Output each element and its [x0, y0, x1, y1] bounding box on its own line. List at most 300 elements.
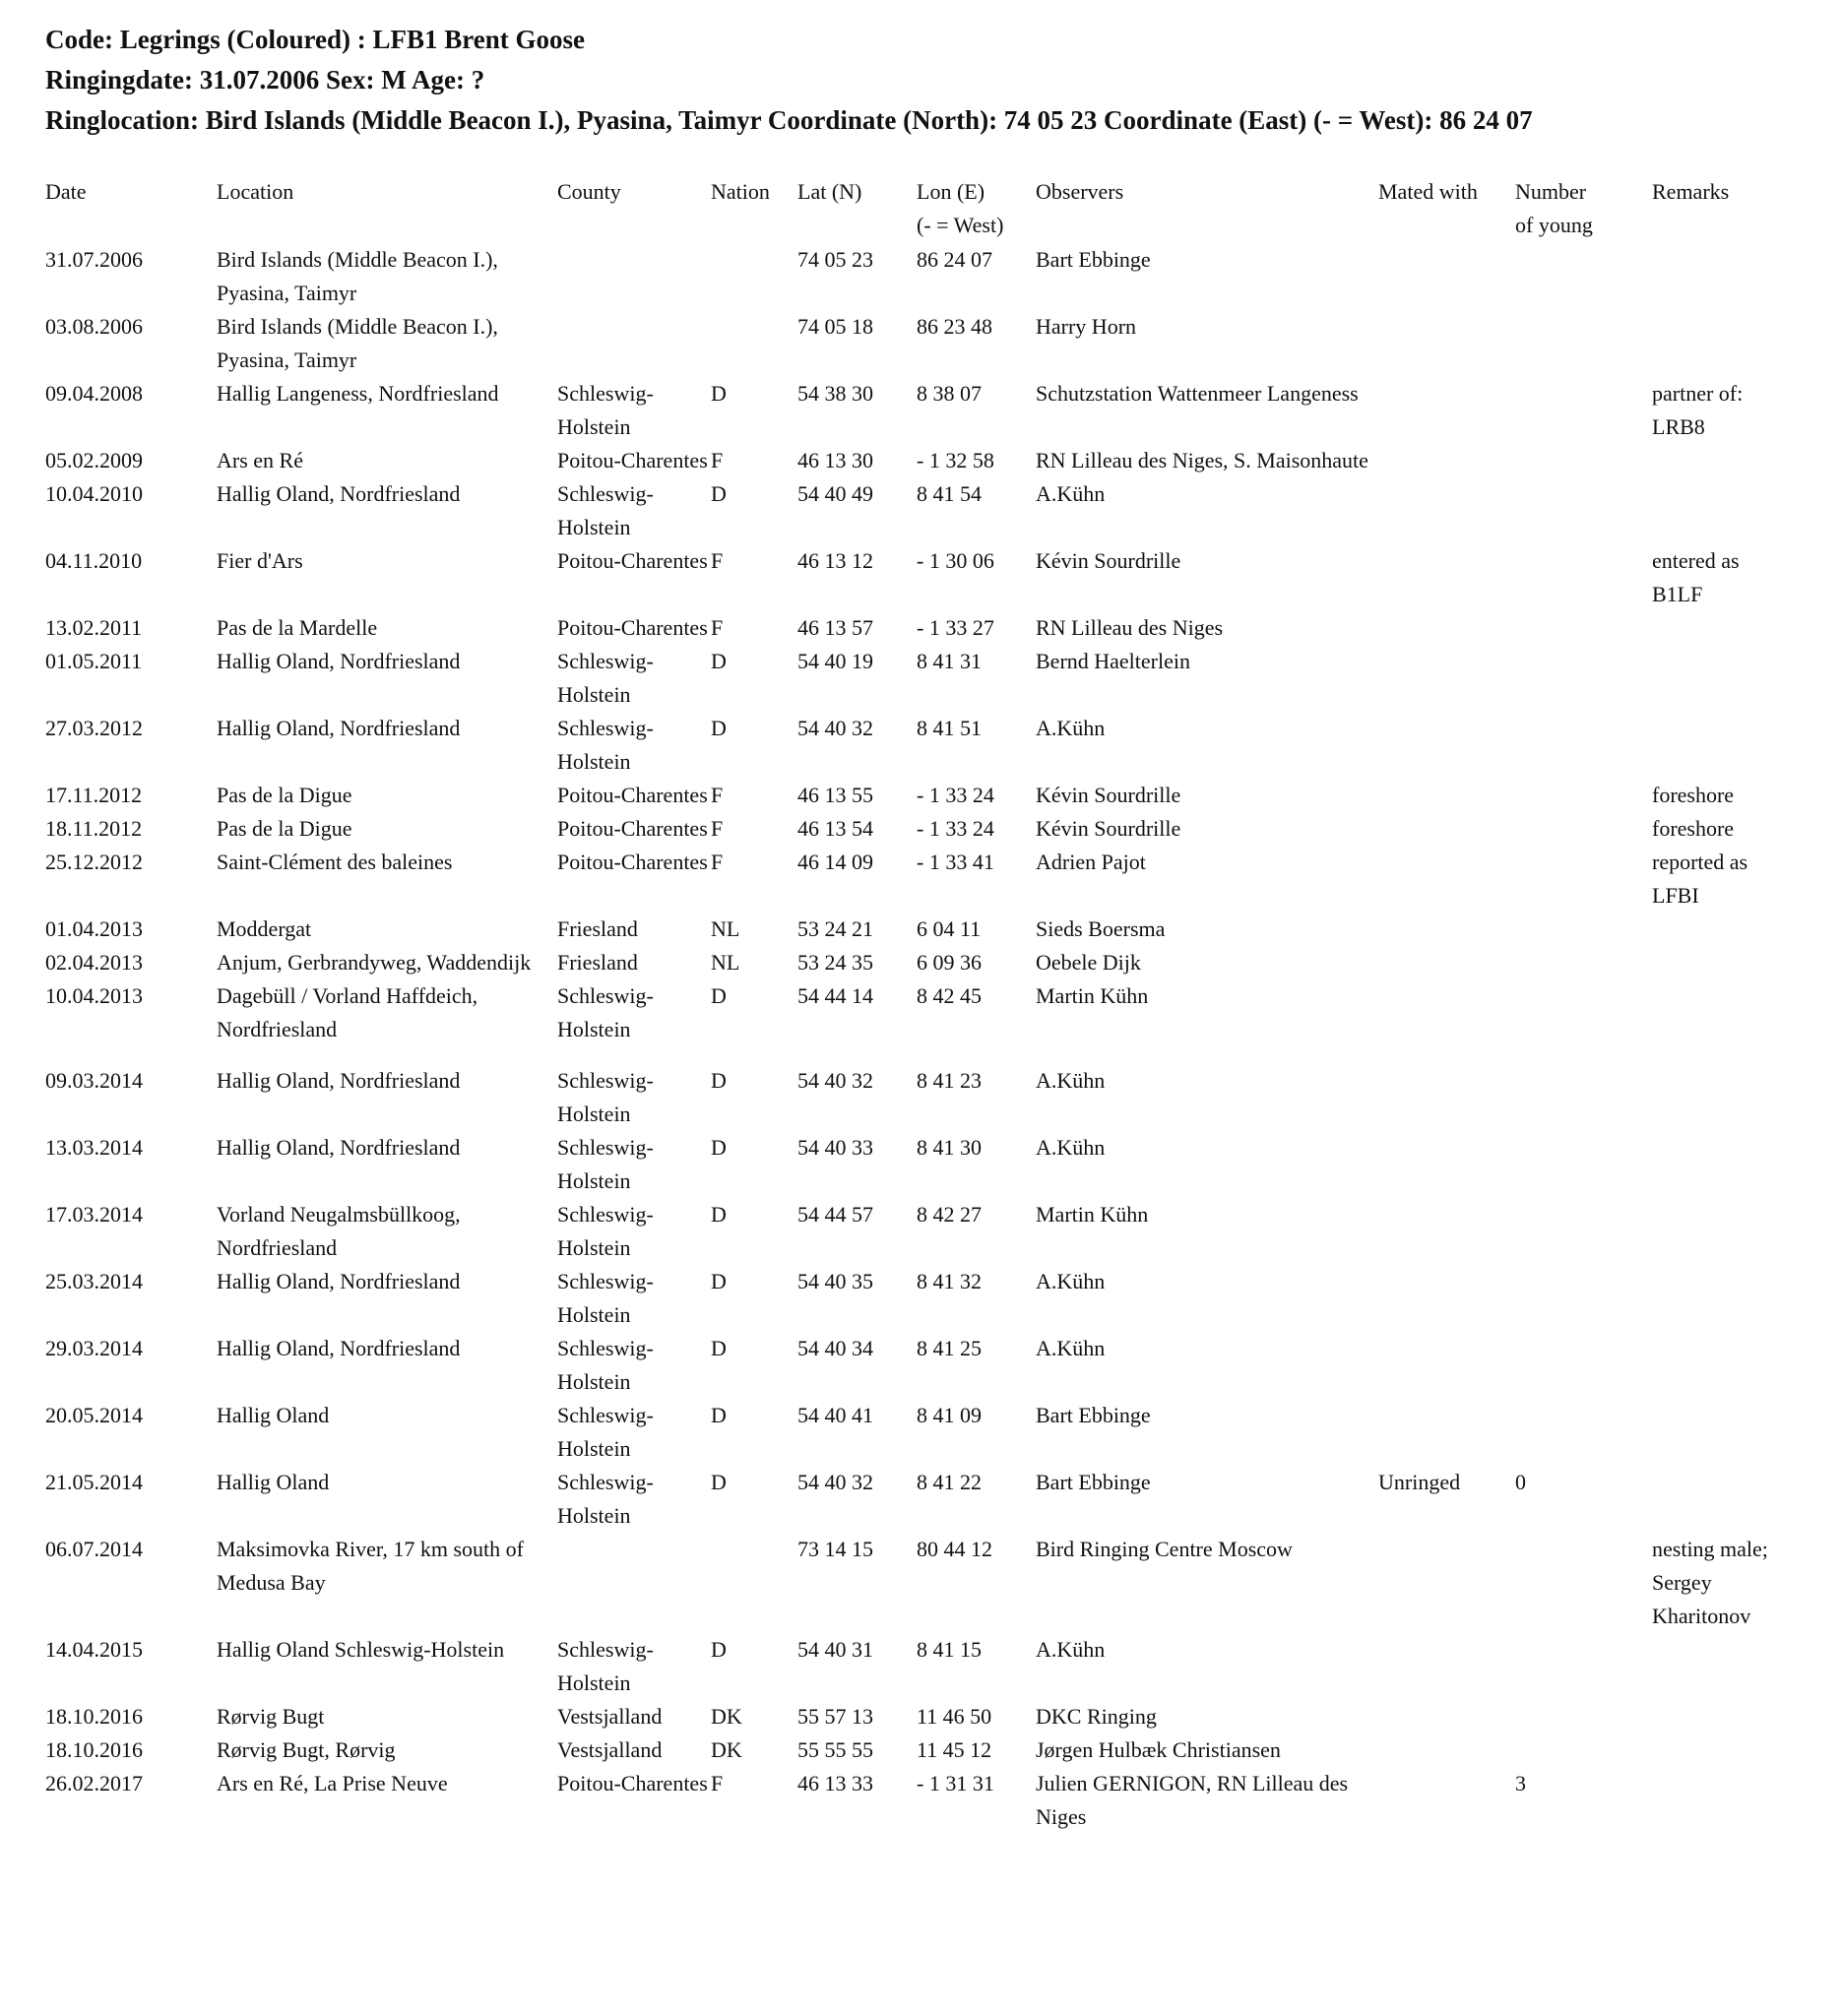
cell-nation: D [711, 1336, 727, 1360]
cell-mated [1378, 913, 1515, 946]
cell-observers: RN Lilleau des Niges [1036, 615, 1224, 640]
cell-nation: D [711, 983, 727, 1008]
cell-mated [1378, 712, 1515, 779]
cell-nation: F [711, 1771, 724, 1796]
cell-county: Poitou-Charentes [557, 783, 708, 807]
cell-county: Schleswig-Holstein [557, 1135, 654, 1193]
cell-young [1515, 1399, 1652, 1466]
table-row [45, 1198, 1778, 1265]
cell-date: 18.10.2016 [45, 1704, 143, 1729]
record-header [45, 20, 1533, 141]
cell-mated [1378, 1131, 1515, 1198]
cell-lat: 54 44 57 [797, 1202, 873, 1227]
cell-county: Schleswig-Holstein [557, 716, 654, 774]
col-lat-header: Lat (N) [797, 179, 862, 204]
cell-location: Hallig Oland, Nordfriesland [217, 1336, 461, 1360]
table-row [45, 1466, 1778, 1533]
table-row [45, 243, 1778, 310]
cell-county: Schleswig-Holstein [557, 481, 654, 539]
cell-lon: 11 46 50 [917, 1704, 992, 1729]
cell-lon: - 1 33 24 [917, 783, 994, 807]
cell-nation: F [711, 816, 724, 841]
cell-county: Vestsjalland [557, 1737, 663, 1762]
cell-location: Rørvig Bugt [217, 1704, 325, 1729]
table-body [45, 243, 1778, 1834]
cell-nation: NL [711, 950, 740, 975]
cell-lat: 54 40 41 [797, 1403, 873, 1427]
cell-young [1515, 979, 1652, 1064]
cell-nation: F [711, 850, 724, 874]
cell-location: Dagebüll / Vorland Haffdeich, Nordfriesland [217, 983, 478, 1041]
cell-lon: - 1 33 24 [917, 816, 994, 841]
cell-young [1515, 712, 1652, 779]
cell-nation: F [711, 448, 724, 472]
col-location-header: Location [217, 179, 294, 204]
cell-county [557, 310, 711, 377]
cell-young [1515, 779, 1652, 812]
cell-date: 18.10.2016 [45, 1737, 143, 1762]
cell-mated [1378, 243, 1515, 310]
cell-lat: 54 40 31 [797, 1637, 873, 1662]
cell-remarks [1652, 1399, 1778, 1466]
cell-date: 04.11.2010 [45, 548, 143, 573]
cell-remarks [1652, 946, 1778, 979]
cell-nation: F [711, 615, 724, 640]
cell-nation: D [711, 1202, 727, 1227]
cell-young [1515, 444, 1652, 477]
cell-mated [1378, 1767, 1515, 1834]
cell-date: 27.03.2012 [45, 716, 143, 740]
cell-nation: F [711, 548, 724, 573]
col-young-header [1515, 175, 1652, 243]
cell-nation: D [711, 1470, 727, 1494]
cell-date: 02.04.2013 [45, 950, 143, 975]
cell-location: Ars en Ré [217, 448, 303, 472]
table-row [45, 444, 1778, 477]
table-row [45, 946, 1778, 979]
col-young-label: Number [1515, 179, 1587, 204]
cell-observers: Martin Kühn [1036, 1202, 1149, 1227]
cell-date: 25.12.2012 [45, 850, 143, 874]
cell-mated [1378, 477, 1515, 544]
cell-nation: D [711, 1403, 727, 1427]
cell-remarks [1652, 1466, 1778, 1533]
cell-mated [1378, 946, 1515, 979]
cell-lat: 73 14 15 [797, 1537, 873, 1561]
cell-nation: D [711, 481, 727, 506]
cell-date: 25.03.2014 [45, 1269, 143, 1293]
cell-young [1515, 310, 1652, 377]
cell-observers: Kévin Sourdrille [1036, 548, 1181, 573]
cell-remarks [1652, 1332, 1778, 1399]
cell-lat: 46 13 12 [797, 548, 873, 573]
cell-young [1515, 544, 1652, 611]
table-row [45, 1767, 1778, 1834]
col-young-note: of young [1515, 213, 1593, 237]
cell-mated [1378, 1332, 1515, 1399]
cell-nation: D [711, 649, 727, 673]
cell-mated [1378, 1265, 1515, 1332]
cell-date: 09.03.2014 [45, 1068, 143, 1093]
cell-young [1515, 1633, 1652, 1700]
cell-lat: 54 40 32 [797, 1470, 873, 1494]
col-lon-note: (- = West) [917, 213, 1004, 237]
cell-remarks: entered as B1LF [1652, 548, 1740, 606]
cell-nation: D [711, 1269, 727, 1293]
cell-county: Schleswig-Holstein [557, 1470, 654, 1528]
table-row [45, 913, 1778, 946]
table-row [45, 1399, 1778, 1466]
cell-observers: DKC Ringing [1036, 1704, 1157, 1729]
cell-young [1515, 1332, 1652, 1399]
cell-young [1515, 1131, 1652, 1198]
cell-observers: A.Kühn [1036, 1068, 1106, 1093]
cell-young: 0 [1515, 1470, 1526, 1494]
cell-date: 17.03.2014 [45, 1202, 143, 1227]
cell-mated [1378, 310, 1515, 377]
cell-observers: Kévin Sourdrille [1036, 816, 1181, 841]
cell-remarks [1652, 477, 1778, 544]
cell-nation: D [711, 716, 727, 740]
cell-lat: 54 40 33 [797, 1135, 873, 1160]
cell-remarks [1652, 1733, 1778, 1767]
cell-location: Hallig Oland, Nordfriesland [217, 481, 461, 506]
cell-lon: - 1 30 06 [917, 548, 994, 573]
cell-remarks [1652, 310, 1778, 377]
code-line: Code: Legrings (Coloured) : LFB1 Brent Goose [45, 25, 585, 54]
cell-observers: Jørgen Hulbæk Christiansen [1036, 1737, 1281, 1762]
cell-mated [1378, 1633, 1515, 1700]
cell-county: Poitou-Charentes [557, 1771, 708, 1796]
col-lon-header [917, 175, 1036, 243]
cell-date: 13.02.2011 [45, 615, 143, 640]
cell-lon: 8 41 31 [917, 649, 982, 673]
cell-nation: D [711, 381, 727, 406]
cell-lon: 11 45 12 [917, 1737, 992, 1762]
cell-lat: 46 13 57 [797, 615, 873, 640]
table-row [45, 1332, 1778, 1399]
cell-young [1515, 477, 1652, 544]
cell-remarks [1652, 1064, 1778, 1131]
cell-location: Saint-Clément des baleines [217, 850, 453, 874]
cell-lat: 54 40 34 [797, 1336, 873, 1360]
cell-lat: 46 14 09 [797, 850, 873, 874]
col-remarks-header: Remarks [1652, 179, 1730, 204]
ring-location-line: Ringlocation: Bird Islands (Middle Beacon I.), Pyasina, Taimyr Coordinate (North): 74 05 23 Coordinate (East) (- = West): 86 24 07 [45, 105, 1533, 135]
cell-remarks [1652, 243, 1778, 310]
cell-young [1515, 846, 1652, 913]
cell-remarks [1652, 913, 1778, 946]
cell-lon: 6 09 36 [917, 950, 982, 975]
cell-mated: Unringed [1378, 1470, 1461, 1494]
cell-location: Bird Islands (Middle Beacon I.), Pyasina, Taimyr [217, 314, 498, 372]
cell-date: 18.11.2012 [45, 816, 143, 841]
cell-young [1515, 1733, 1652, 1767]
col-nation-header: Nation [711, 179, 770, 204]
cell-location: Anjum, Gerbrandyweg, Waddendijk [217, 950, 532, 975]
cell-observers: A.Kühn [1036, 716, 1106, 740]
cell-lon: - 1 33 41 [917, 850, 994, 874]
cell-young [1515, 812, 1652, 846]
cell-lat: 54 38 30 [797, 381, 873, 406]
cell-mated [1378, 1700, 1515, 1733]
cell-county: Schleswig-Holstein [557, 1637, 654, 1695]
cell-lon: 8 41 09 [917, 1403, 982, 1427]
cell-observers: Bart Ebbinge [1036, 1403, 1151, 1427]
cell-lat: 46 13 55 [797, 783, 873, 807]
cell-location: Hallig Oland, Nordfriesland [217, 1269, 461, 1293]
table-header-row [45, 175, 1778, 243]
cell-lon: 8 41 51 [917, 716, 982, 740]
cell-lat: 54 40 49 [797, 481, 873, 506]
cell-location: Hallig Langeness, Nordfriesland [217, 381, 499, 406]
cell-young [1515, 611, 1652, 645]
cell-location: Bird Islands (Middle Beacon I.), Pyasina, Taimyr [217, 247, 498, 305]
table-row [45, 1733, 1778, 1767]
cell-county: Schleswig-Holstein [557, 983, 654, 1041]
cell-lat: 55 57 13 [797, 1704, 873, 1729]
col-county-header: County [557, 179, 621, 204]
cell-lat: 46 13 54 [797, 816, 873, 841]
cell-mated [1378, 645, 1515, 712]
cell-county: Schleswig-Holstein [557, 1336, 654, 1394]
cell-observers: A.Kühn [1036, 1637, 1106, 1662]
cell-mated [1378, 1198, 1515, 1265]
cell-lat: 46 13 33 [797, 1771, 873, 1796]
cell-young [1515, 243, 1652, 310]
cell-remarks: foreshore [1652, 783, 1735, 807]
cell-date: 17.11.2012 [45, 783, 143, 807]
cell-location: Hallig Oland Schleswig-Holstein [217, 1637, 505, 1662]
cell-location: Fier d'Ars [217, 548, 303, 573]
table-row [45, 645, 1778, 712]
cell-county: Schleswig-Holstein [557, 1068, 654, 1126]
col-mated-header: Mated with [1378, 179, 1478, 204]
cell-county: Poitou-Charentes [557, 548, 708, 573]
cell-mated [1378, 1064, 1515, 1131]
cell-remarks [1652, 1700, 1778, 1733]
cell-lat: 55 55 55 [797, 1737, 873, 1762]
cell-young [1515, 946, 1652, 979]
cell-county: Poitou-Charentes [557, 816, 708, 841]
cell-county: Schleswig-Holstein [557, 381, 654, 439]
cell-remarks [1652, 979, 1778, 1064]
cell-location: Rørvig Bugt, Rørvig [217, 1737, 396, 1762]
cell-lon: 8 41 23 [917, 1068, 982, 1093]
cell-date: 05.02.2009 [45, 448, 143, 472]
observations-table [45, 175, 1778, 1834]
cell-location: Hallig Oland [217, 1470, 330, 1494]
cell-mated [1378, 1399, 1515, 1466]
cell-date: 10.04.2013 [45, 983, 143, 1008]
ringing-date-line: Ringingdate: 31.07.2006 Sex: M Age: ? [45, 65, 485, 94]
cell-lon: - 1 32 58 [917, 448, 994, 472]
cell-remarks [1652, 1633, 1778, 1700]
cell-lon: 86 23 48 [917, 314, 992, 339]
cell-lon: 8 41 30 [917, 1135, 982, 1160]
col-observers-header: Observers [1036, 179, 1124, 204]
cell-county: Poitou-Charentes [557, 448, 708, 472]
cell-county [557, 243, 711, 310]
cell-remarks: nesting male; Sergey Kharitonov [1652, 1537, 1768, 1628]
cell-observers: Bart Ebbinge [1036, 247, 1151, 272]
cell-young [1515, 645, 1652, 712]
table-row [45, 1700, 1778, 1733]
cell-date: 29.03.2014 [45, 1336, 143, 1360]
cell-lon: 6 04 11 [917, 916, 982, 941]
cell-lat: 53 24 35 [797, 950, 873, 975]
cell-mated [1378, 1533, 1515, 1633]
cell-nation [711, 243, 797, 310]
cell-observers: Adrien Pajot [1036, 850, 1146, 874]
cell-observers: A.Kühn [1036, 1269, 1106, 1293]
cell-date: 10.04.2010 [45, 481, 143, 506]
cell-observers: A.Kühn [1036, 481, 1106, 506]
cell-observers: Martin Kühn [1036, 983, 1149, 1008]
cell-mated [1378, 812, 1515, 846]
table-row [45, 544, 1778, 611]
cell-lon: 80 44 12 [917, 1537, 992, 1561]
cell-observers: A.Kühn [1036, 1336, 1106, 1360]
cell-remarks [1652, 645, 1778, 712]
cell-location: Hallig Oland, Nordfriesland [217, 716, 461, 740]
cell-lon: 8 41 25 [917, 1336, 982, 1360]
cell-lon: 8 41 15 [917, 1637, 982, 1662]
cell-remarks [1652, 611, 1778, 645]
cell-date: 13.03.2014 [45, 1135, 143, 1160]
cell-lat: 54 44 14 [797, 983, 873, 1008]
cell-nation [711, 1533, 797, 1633]
cell-date: 09.04.2008 [45, 381, 143, 406]
cell-lon: 8 42 27 [917, 1202, 982, 1227]
cell-location: Pas de la Digue [217, 783, 352, 807]
cell-lat: 54 40 19 [797, 649, 873, 673]
cell-county: Schleswig-Holstein [557, 1202, 654, 1260]
cell-remarks [1652, 1265, 1778, 1332]
cell-nation [711, 310, 797, 377]
cell-nation: F [711, 783, 724, 807]
cell-location: Hallig Oland, Nordfriesland [217, 1135, 461, 1160]
cell-observers: Julien GERNIGON, RN Lilleau des Niges [1036, 1771, 1349, 1829]
cell-date: 20.05.2014 [45, 1403, 143, 1427]
cell-lat: 74 05 23 [797, 247, 873, 272]
table-row [45, 779, 1778, 812]
table-row [45, 1064, 1778, 1131]
cell-location: Hallig Oland [217, 1403, 330, 1427]
cell-mated [1378, 377, 1515, 444]
cell-date: 03.08.2006 [45, 314, 143, 339]
table-row [45, 846, 1778, 913]
cell-young [1515, 1198, 1652, 1265]
cell-lon: 8 41 22 [917, 1470, 982, 1494]
cell-date: 06.07.2014 [45, 1537, 143, 1561]
cell-lat: 53 24 21 [797, 916, 873, 941]
table-row [45, 812, 1778, 846]
cell-location: Vorland Neugalmsbüllkoog, Nordfriesland [217, 1202, 461, 1260]
cell-mated [1378, 544, 1515, 611]
table-row [45, 477, 1778, 544]
cell-mated [1378, 444, 1515, 477]
cell-observers: Oebele Dijk [1036, 950, 1141, 975]
cell-observers: Schutzstation Wattenmeer Langeness [1036, 381, 1359, 406]
cell-location: Maksimovka River, 17 km south of Medusa Bay [217, 1537, 524, 1595]
cell-observers: Kévin Sourdrille [1036, 783, 1181, 807]
cell-young [1515, 913, 1652, 946]
table-row [45, 1131, 1778, 1198]
col-date-header: Date [45, 179, 87, 204]
cell-mated [1378, 979, 1515, 1064]
cell-location: Pas de la Digue [217, 816, 352, 841]
cell-county: Vestsjalland [557, 1704, 663, 1729]
cell-lon: 8 38 07 [917, 381, 982, 406]
cell-mated [1378, 1733, 1515, 1767]
cell-lon: 86 24 07 [917, 247, 992, 272]
cell-observers: A.Kühn [1036, 1135, 1106, 1160]
cell-county: Schleswig-Holstein [557, 1403, 654, 1461]
cell-young [1515, 1064, 1652, 1131]
cell-date: 31.07.2006 [45, 247, 143, 272]
cell-remarks [1652, 1131, 1778, 1198]
cell-observers: Harry Horn [1036, 314, 1137, 339]
cell-remarks [1652, 1767, 1778, 1834]
cell-lon: 8 41 54 [917, 481, 982, 506]
table-row [45, 1265, 1778, 1332]
cell-lon: - 1 33 27 [917, 615, 994, 640]
cell-observers: Sieds Boersma [1036, 916, 1166, 941]
table-row [45, 1633, 1778, 1700]
table-row [45, 377, 1778, 444]
cell-county: Friesland [557, 950, 638, 975]
cell-nation: D [711, 1637, 727, 1662]
cell-lat: 54 40 35 [797, 1269, 873, 1293]
cell-young: 3 [1515, 1771, 1526, 1796]
cell-nation: NL [711, 916, 740, 941]
cell-location: Hallig Oland, Nordfriesland [217, 649, 461, 673]
cell-county: Schleswig-Holstein [557, 649, 654, 707]
cell-date: 21.05.2014 [45, 1470, 143, 1494]
cell-date: 01.05.2011 [45, 649, 143, 673]
cell-location: Ars en Ré, La Prise Neuve [217, 1771, 448, 1796]
table-row [45, 310, 1778, 377]
cell-location: Pas de la Mardelle [217, 615, 378, 640]
cell-county [557, 1533, 711, 1633]
table-row [45, 979, 1778, 1064]
cell-mated [1378, 779, 1515, 812]
table-row [45, 611, 1778, 645]
table-row [45, 712, 1778, 779]
cell-observers: Bernd Haelterlein [1036, 649, 1190, 673]
cell-date: 14.04.2015 [45, 1637, 143, 1662]
cell-young [1515, 1265, 1652, 1332]
cell-observers: Bart Ebbinge [1036, 1470, 1151, 1494]
cell-lat: 46 13 30 [797, 448, 873, 472]
cell-lon: - 1 31 31 [917, 1771, 994, 1796]
cell-mated [1378, 846, 1515, 913]
cell-lon: 8 42 45 [917, 983, 982, 1008]
cell-nation: DK [711, 1737, 742, 1762]
col-lon-label: Lon (E) [917, 179, 985, 204]
cell-young [1515, 1533, 1652, 1633]
cell-lat: 74 05 18 [797, 314, 873, 339]
cell-lon: 8 41 32 [917, 1269, 982, 1293]
cell-date: 01.04.2013 [45, 916, 143, 941]
cell-remarks [1652, 712, 1778, 779]
cell-location: Hallig Oland, Nordfriesland [217, 1068, 461, 1093]
cell-remarks: reported as LFBI [1652, 850, 1748, 908]
cell-county: Poitou-Charentes [557, 615, 708, 640]
cell-lat: 54 40 32 [797, 716, 873, 740]
cell-lat: 54 40 32 [797, 1068, 873, 1093]
